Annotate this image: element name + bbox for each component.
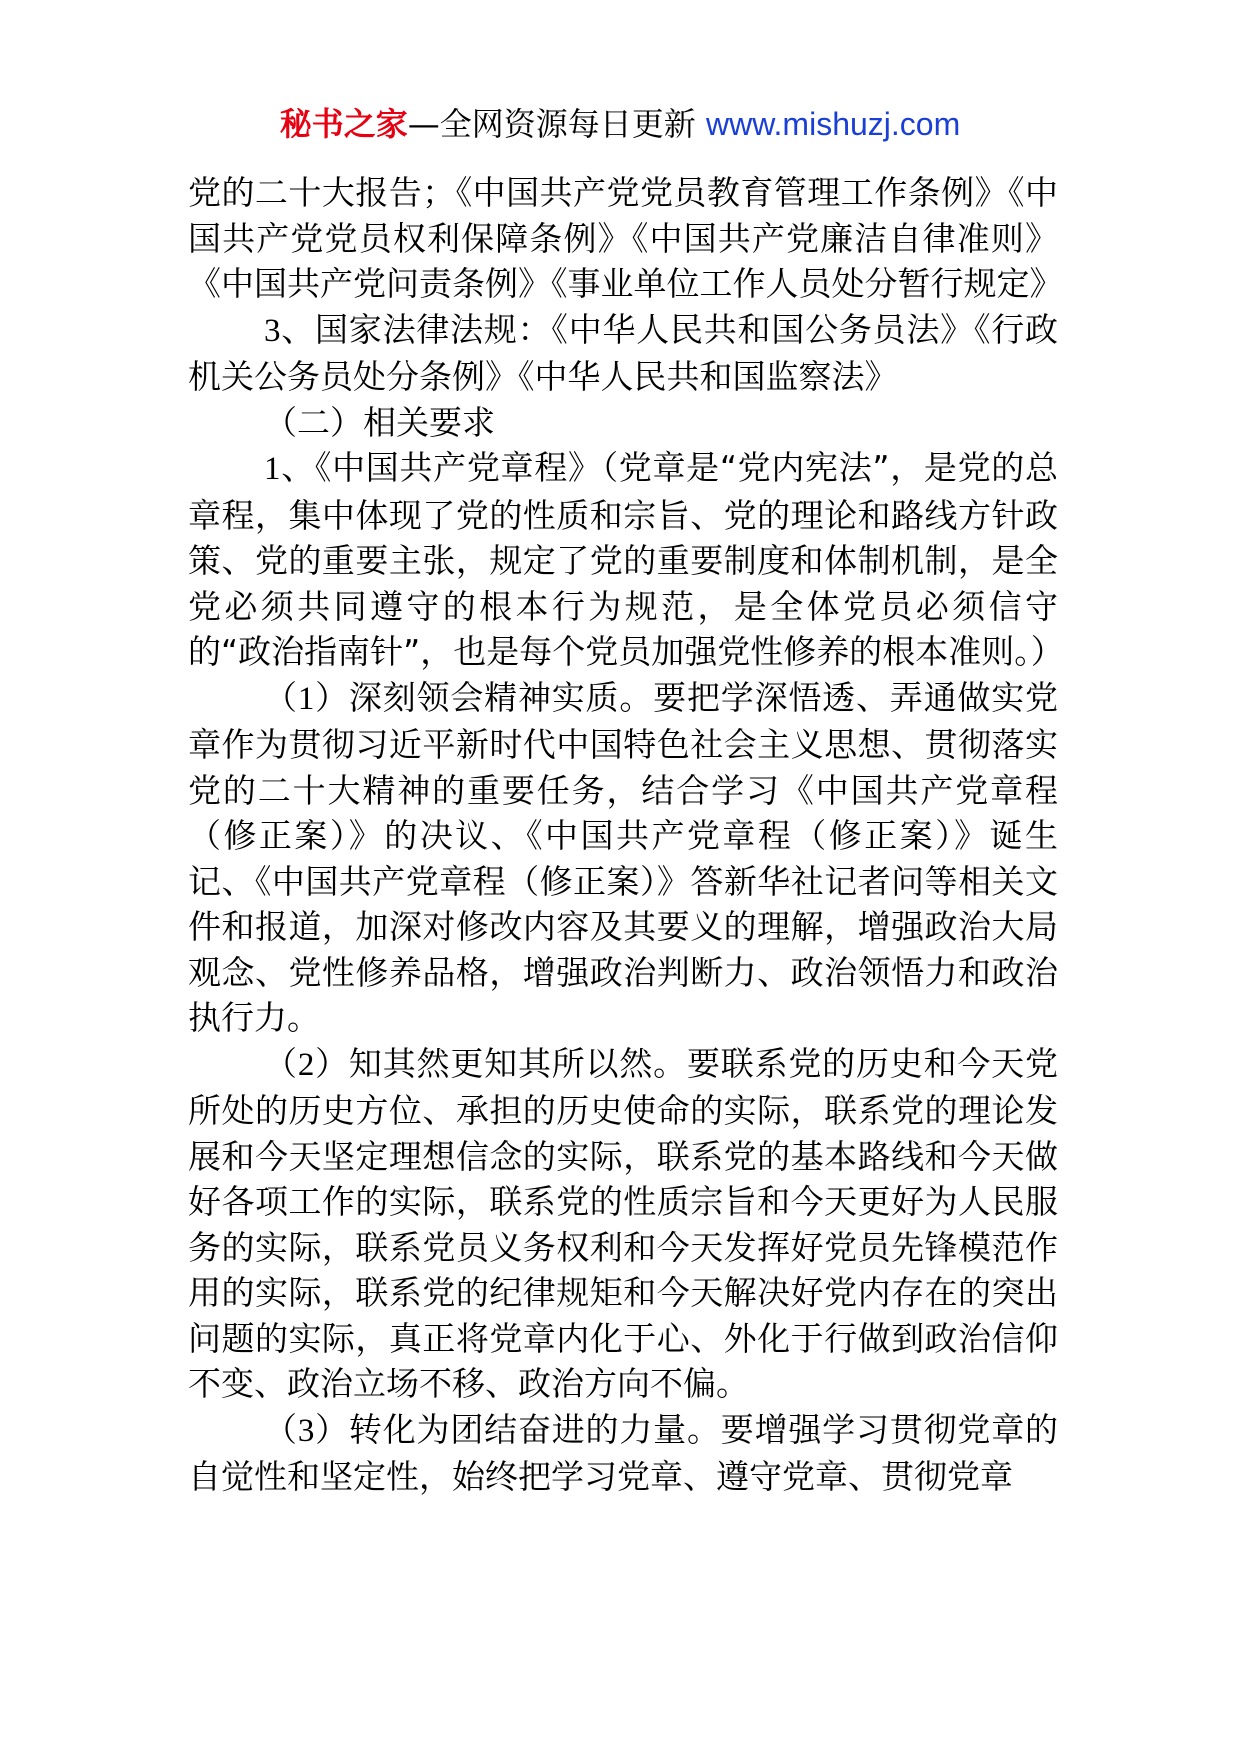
paragraph-national-laws bbox=[188, 307, 1058, 400]
paragraph-text: 党的二十大报告；《中国共产党党员教育管理工作条例》《中国共产党党员权利保障条例》《中国共产党廉洁自律准则》《中国共产党问责条例》《事业单位工作人员处分暂行规定》 bbox=[188, 173, 1063, 303]
document-body bbox=[188, 170, 1064, 1500]
page-header bbox=[0, 98, 1240, 150]
paragraph-text: 、国家法律法规：《中华人民共和国公务员法》《行政机关公务员处分条例》《中华人民共和国监察法》 bbox=[188, 309, 1058, 396]
paragraph-item-1 bbox=[188, 675, 1058, 1041]
paragraph-number: 3 bbox=[297, 1412, 315, 1449]
paragraph-party-constitution bbox=[188, 445, 1064, 675]
paragraph-number: 2 bbox=[297, 1046, 315, 1083]
paren-open: （ bbox=[264, 677, 298, 717]
header-tagline: —全网资源每日更新 bbox=[407, 105, 706, 143]
paragraph-text: 、《中国共产党章程》（党章是“党内宪法”，是党的总章程，集中体现了党的性质和宗旨、党的理论和路线方针政策、党的重要主张，规定了党的重要制度和体制机制，是全党必须共同遵守的根本行为规范，是全体党员必须信守的“政治指南针”，也是每个党员加强党性修养的根本准则。） bbox=[188, 448, 1064, 671]
section-heading-requirements bbox=[188, 400, 1058, 446]
paren-open: （ bbox=[264, 1043, 298, 1083]
heading-text: （二）相关要求 bbox=[264, 402, 495, 442]
paren-open: （ bbox=[264, 1409, 298, 1449]
paragraph-number: 3 bbox=[264, 312, 281, 349]
paragraph-number: 1 bbox=[297, 680, 315, 717]
paragraph-item-3 bbox=[188, 1407, 1058, 1500]
site-url[interactable]: www.mishuzj.com bbox=[705, 106, 961, 142]
paragraph-item-2 bbox=[188, 1041, 1058, 1407]
brand-name: 秘书之家 bbox=[279, 105, 408, 143]
paragraph-text: ）转化为团结奋进的力量。要增强学习贯彻党章的自觉性和坚定性，始终把学习党章、遵守党章、贯彻党章 bbox=[188, 1409, 1059, 1496]
paragraph-text: ）知其然更知其所以然。要联系党的历史和今天党所处的历史方位、承担的历史使命的实际，联系党的理论发展和今天坚定理想信念的实际，联系党的基本路线和今天做好各项工作的实际，联系党的性质宗旨和今天更好为人民服务的实际，联系党员义务权利和今天发挥好党员先锋模范作用的实际，联系党的纪律规矩和今天解决好党内存在的突出问题的实际，真正将党章内化于心、外化于行做到政治信仰不变、政治立场不移、政治方向不偏。 bbox=[188, 1043, 1059, 1403]
paragraph-text: ）深刻领会精神实质。要把学深悟透、弄通做实党章作为贯彻习近平新时代中国特色社会主义思想、贯彻落实党的二十大精神的重要任务，结合学习《中国共产党章程（修正案）》的决议、《中国共产党章程（修正案）》诞生记、《中国共产党章程（修正案）》答新华社记者问等相关文件和报道，加深对修改内容及其要义的理解，增强政治大局观念、党性修养品格，增强政治判断力、政治领悟力和政治执行力。 bbox=[188, 677, 1059, 1037]
paragraph-regulations-list bbox=[188, 170, 1063, 307]
paragraph-number: 1 bbox=[264, 451, 281, 487]
